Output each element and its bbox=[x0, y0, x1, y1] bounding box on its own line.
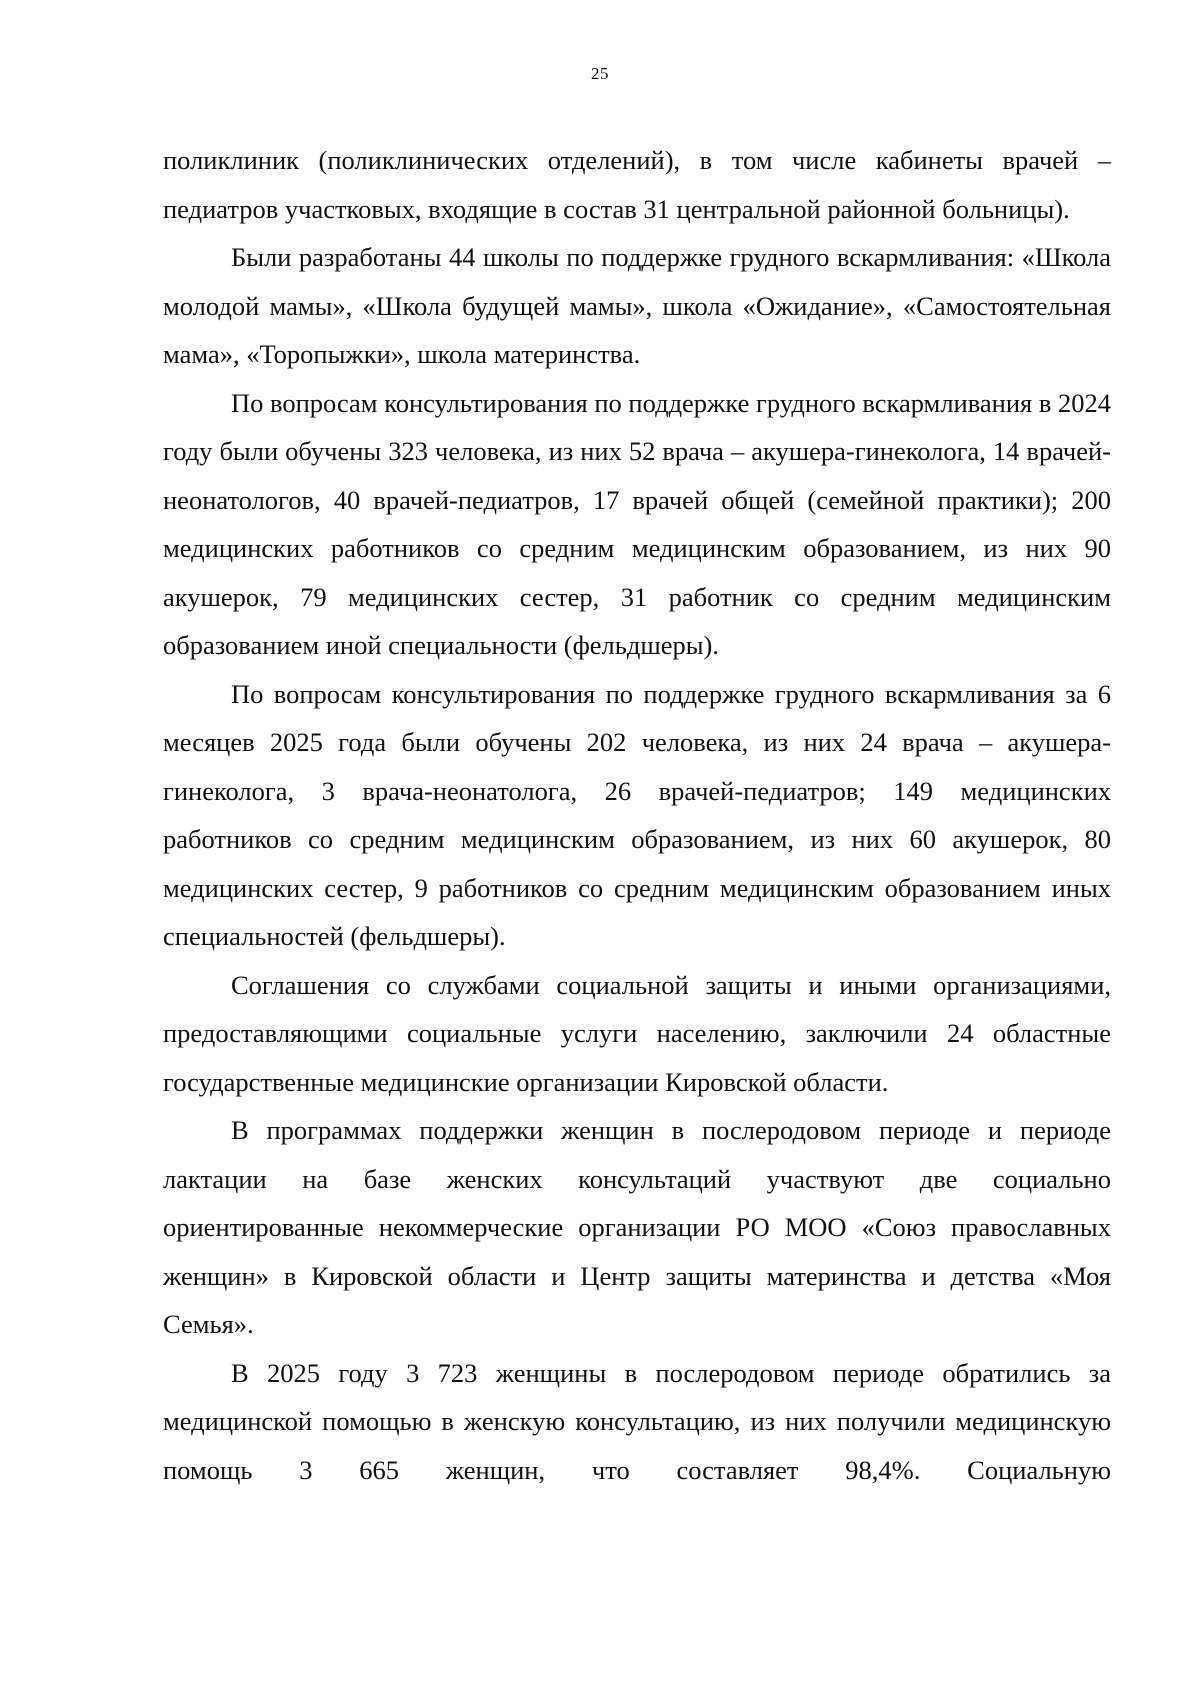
paragraph-training-2024: По вопросам консультирования по поддержке грудного вскармливания в 2024 году были обучены 323 человека, из них 52 врача – акушера-гинеколога, 14 врачей-неонатологов, 40 врачей-педиатров, 17 врачей общей (семейной практики); 200 медицинских работников со средним медицинским образованием, из них 90 акушерок, 79 медицинских сестер, 31 работник со средним медицинским образованием иной специальности (фельдшеры). bbox=[163, 387, 1111, 660]
paragraph-continuation: поликлиник (поликлинических отделений), в том числе кабинеты врачей – педиатров участковых, входящие в состав 31 центральной районной больницы). bbox=[163, 145, 1111, 224]
paragraph-support-programs: В программах поддержки женщин в послеродовом периоде и периоде лактации на базе женских консультаций участвуют две социально ориентированные некоммерческие организации РО МОО «Союз православных женщин» в Кировской области и Центр защиты материнства и детства «Моя Семья». bbox=[163, 1115, 1111, 1339]
paragraph-social-agreements: Соглашения со службами социальной защиты и иными организациями, предоставляющими социальные услуги населению, заключили 24 областные государственные медицинские организации Кировской области. bbox=[163, 969, 1111, 1097]
document-body bbox=[163, 136, 1111, 1494]
paragraph-postpartum-care: В 2025 году 3 723 женщины в послеродовом периоде обратились за медицинской помощью в женскую консультацию, из них получили медицинскую помощь 3 665 женщин, что составляет 98,4%. Социальную bbox=[163, 1357, 1111, 1485]
paragraph-breastfeeding-schools: Были разработаны 44 школы по поддержке грудного вскармливания: «Школа молодой мамы», «Школа будущей мамы», школа «Ожидание», «Самостоятельная мама», «Торопыжки», школа материнства. bbox=[163, 242, 1111, 369]
page-number: 25 bbox=[591, 64, 609, 83]
paragraph-training-2025: По вопросам консультирования по поддержке грудного вскармливания за 6 месяцев 2025 года были обучены 202 человека, из них 24 врача – акушера-гинеколога, 3 врача-неонатолога, 26 врачей-педиатров; 149 медицинских работников со средним медицинским образованием, из них 60 акушерок, 80 медицинских сестер, 9 работников со средним медицинским образованием иных специальностей (фельдшеры). bbox=[163, 678, 1111, 951]
